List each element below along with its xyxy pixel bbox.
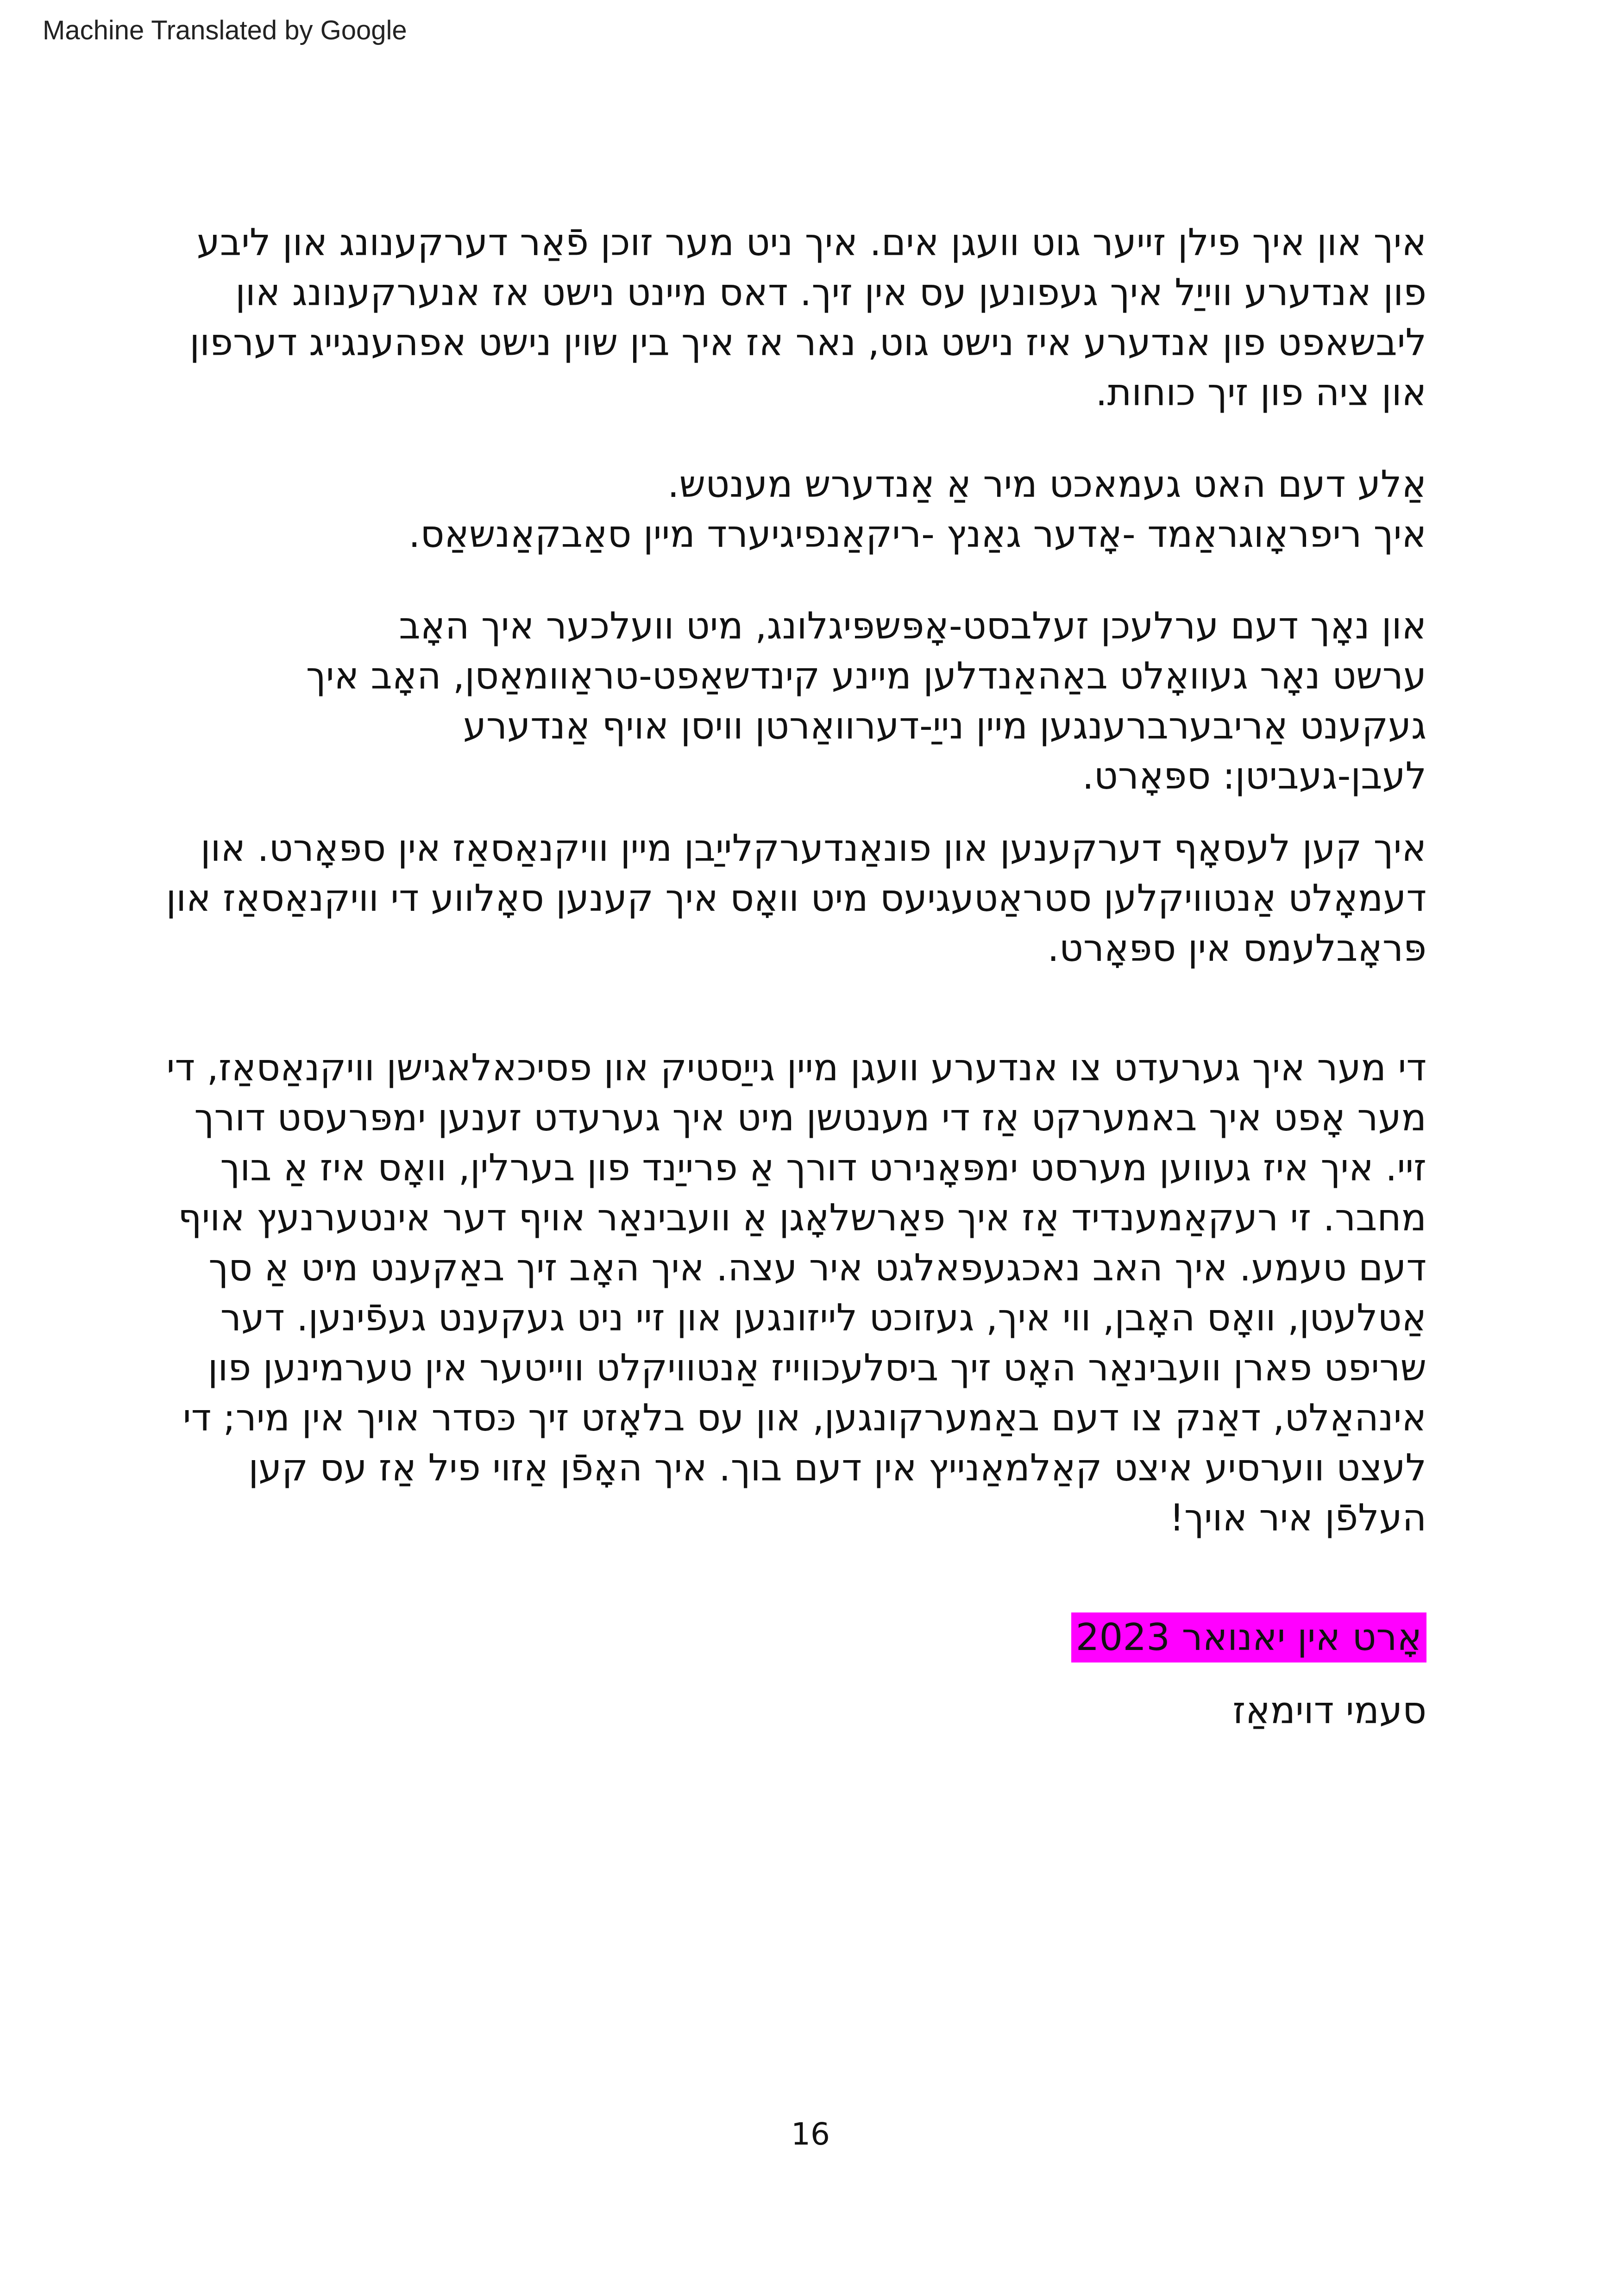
paragraph-self-reflection-line-1: און נאָך דעם ערלעכן זעלבסט-אָפּשפּיגלונג, מיט וועלכער איך האָב: [399, 604, 1426, 647]
page-number: 16: [791, 2116, 830, 2152]
paragraph-different-person-line-2: איך ריפראָוגראַמד -אָדער גאַנץ -ריקאַנפיגיערד מיין סאַבקאַנשאַס.: [408, 513, 1426, 556]
date-highlight: אָרט אין יאנואר 2023: [1071, 1612, 1426, 1662]
author-signature: סעמי דוימאַז: [1232, 1689, 1426, 1732]
machine-translation-note: Machine Translated by Google: [43, 15, 407, 45]
paragraph-self-reflection: [157, 601, 1426, 801]
paragraph-different-person: [157, 459, 1426, 559]
paragraph-self-reflection-line-2: ערשט נאָר געוואָלט באַהאַנדלען מיינע קינדשאַפט-טראַוומאַסן, האָב איך: [306, 654, 1426, 697]
page-body: [157, 218, 1426, 1736]
paragraph-webinar-book: די מער איך גערעדט צו אנדערע וועגן מיין גייַסטיק און פסיכאלאגישן וויקנאַסאַז, די מער אָפט איך באמערקט אַז די מענטשן מיט איך גערעדט זענען ימפּרעסט דורך זיי. איך איז געווען מערסט ימפּאָנירט דורך אַ פרייַנד פון בערלין, וואָס איז אַ בוך מחבר. זי רעקאַמענדיד אַז איך פאַרשלאָגן אַ וועבינאַר אויף דער אינטערנעץ אויף דעם טעמע. איך האב נאכגעפאלגט איר עצה. איך האָב זיך באַקענט מיט אַ סך אַטלעטן, וואָס האָבן, ווי איך, געזוכט לייזונגען און זיי ניט געקענט געפֿינען. דער שריפט פארן וועבינאַר האָט זיך ביסלעכווייז אַנטוויקלט ווייטער אין טערמינען פון אינהאַלט, דאַנק צו דעם באַמערקונגען, און עס בלאָזט זיך כּסדר אויך אין מיר; די לעצט ווערסיע איצט קאַלמאַנייץ אין דעם בוך. איך האָפֿן אַזוי פיל אַז עס קען העלפֿן איר אויך!: [166, 1046, 1426, 1539]
paragraph-self-reflection-line-4: לעבן-געביטן: ספּאָרט.: [1082, 754, 1426, 797]
paragraph-sport-weaknesses: איך קען לעסאָף דערקענען און פונאַנדערקלייַבן מיין וויקנאַסאַז אין ספּאָרט. און דעמאָלט אַנטוויקלען סטראַטעגיעס מיט וואָס איך קענען סאָלווע די וויקנאַסאַז און פּראָבלעמס אין ספּאָרט.: [166, 827, 1426, 970]
date-line: [157, 1612, 1426, 1662]
paragraph-different-person-line-1: אַלע דעם האט געמאכט מיר אַ אַנדערש מענטש.: [667, 463, 1426, 506]
paragraph-self-reflection-line-3: געקענט אַריבערברענגען מיין נייַ-דערוואַרטן וויסן אויף אַנדערע: [463, 704, 1426, 747]
paragraph-recognition: איך און איך פילן זייער גוט וועגן אים. איך ניט מער זוכן פֿאַר דערקענונג און ליבע פון אנדערע ווייַל איך געפונען עס אין זיך. דאס מיינט נישט אז אנערקענונג און ליבשאפט פון אנדערע איז נישט גוט, נאר אז איך בין שוין נישט אפהענגייג דערפון און ציה פון זיך כוחות.: [189, 221, 1426, 414]
